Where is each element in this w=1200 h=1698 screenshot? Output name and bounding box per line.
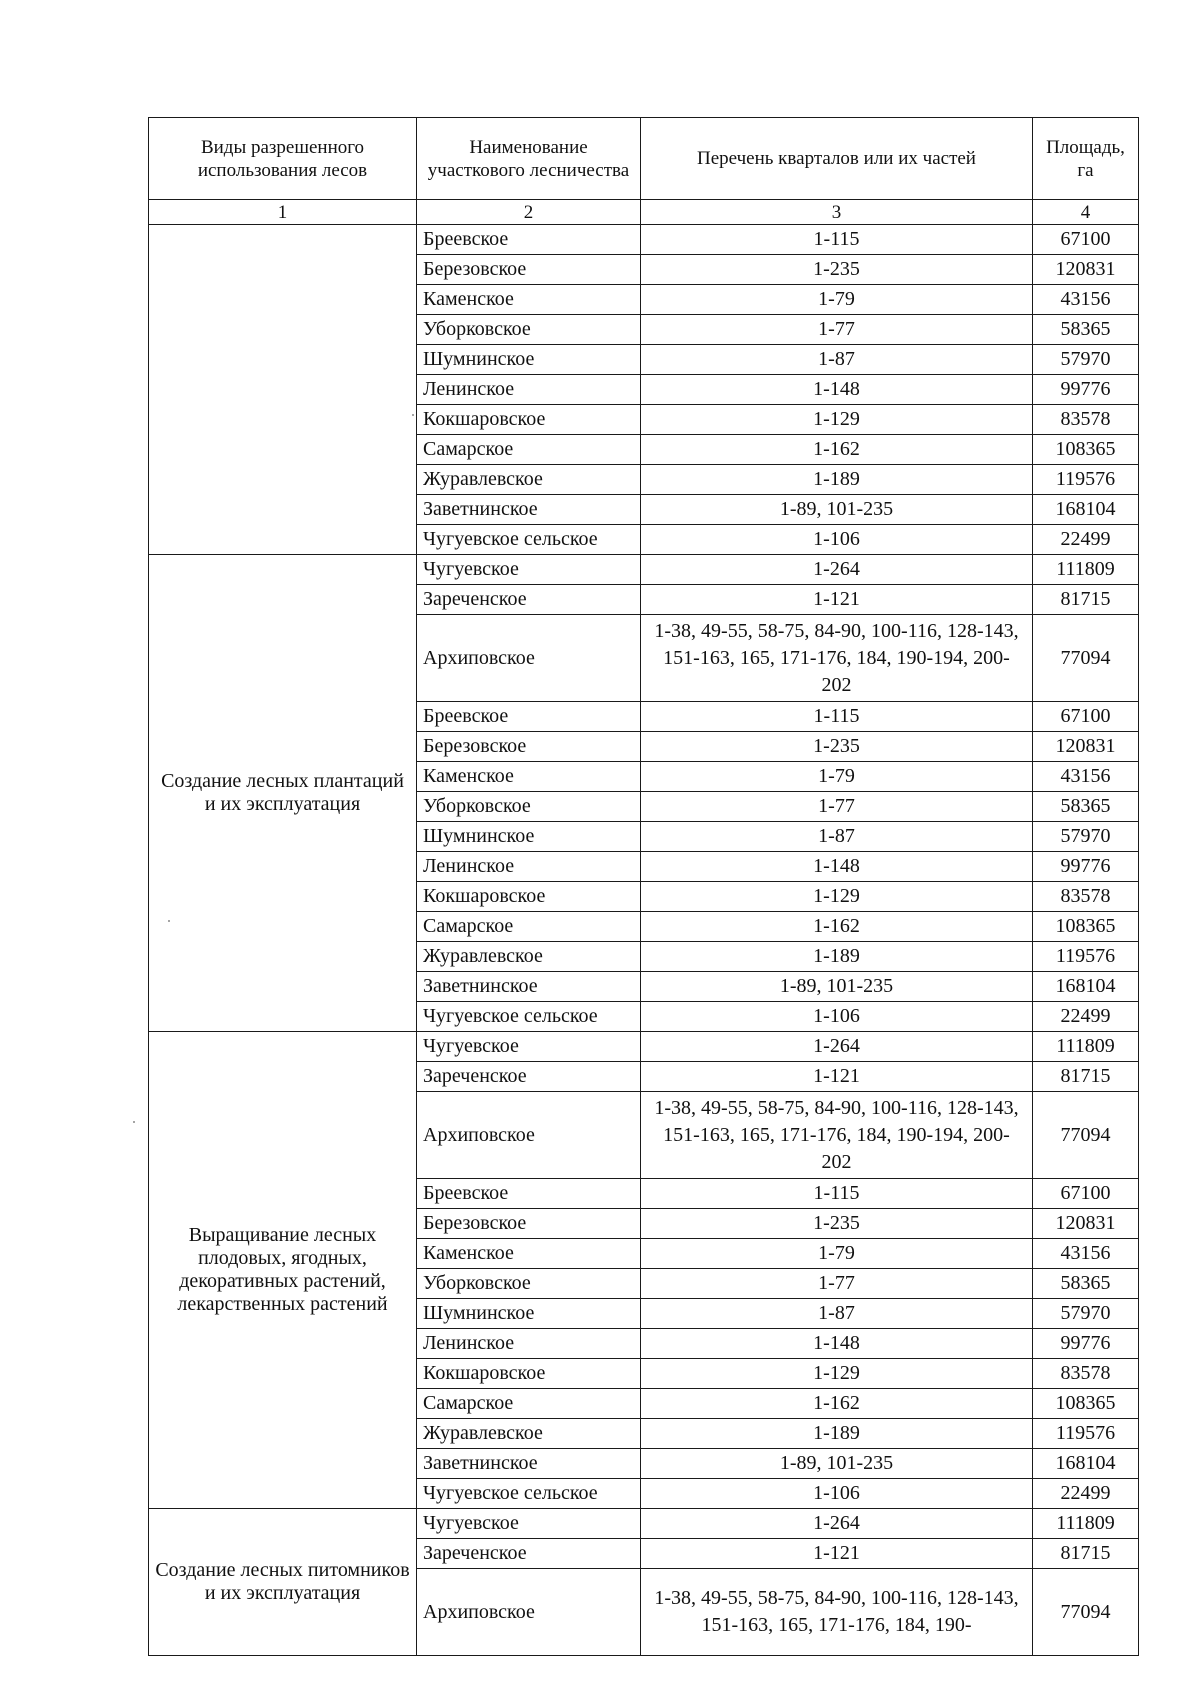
quarters-list: 1-121 <box>641 1539 1033 1569</box>
quarters-list: 1-189 <box>641 1419 1033 1449</box>
forestry-name: Зареченское <box>417 1062 641 1092</box>
forestry-name: Заветнинское <box>417 1449 641 1479</box>
area-value: 168104 <box>1033 495 1139 525</box>
area-value: 120831 <box>1033 732 1139 762</box>
forestry-name: Чугуевское сельское <box>417 525 641 555</box>
quarters-list: 1-89, 101-235 <box>641 972 1033 1002</box>
header-row <box>149 118 1139 200</box>
quarters-list: 1-189 <box>641 465 1033 495</box>
forestry-name: Каменское <box>417 1239 641 1269</box>
scan-speck <box>168 920 170 922</box>
quarters-list: 1-189 <box>641 942 1033 972</box>
forestry-name: Березовское <box>417 255 641 285</box>
area-value: 99776 <box>1033 1329 1139 1359</box>
area-value: 81715 <box>1033 1539 1139 1569</box>
forestry-name: Зареченское <box>417 1539 641 1569</box>
area-value: 108365 <box>1033 912 1139 942</box>
forestry-name: Бреевское <box>417 702 641 732</box>
forestry-name: Чугуевское <box>417 1032 641 1062</box>
quarters-list: 1-264 <box>641 1032 1033 1062</box>
forestry-name: Уборковское <box>417 1269 641 1299</box>
forestry-name: Чугуевское сельское <box>417 1479 641 1509</box>
quarters-list: 1-106 <box>641 1479 1033 1509</box>
forestry-name: Самарское <box>417 1389 641 1419</box>
area-value: 43156 <box>1033 1239 1139 1269</box>
area-value: 119576 <box>1033 1419 1139 1449</box>
forestry-name: Журавлевское <box>417 1419 641 1449</box>
header-area: Площадь, га <box>1033 118 1139 200</box>
column-number: 1 <box>149 200 417 225</box>
quarters-list: 1-115 <box>641 225 1033 255</box>
scan-speck <box>133 1121 135 1123</box>
forestry-name: Ленинское <box>417 852 641 882</box>
quarters-list: 1-77 <box>641 1269 1033 1299</box>
forestry-name: Зареченское <box>417 585 641 615</box>
quarters-list: 1-106 <box>641 525 1033 555</box>
forestry-name: Заветнинское <box>417 495 641 525</box>
area-value: 120831 <box>1033 1209 1139 1239</box>
area-value: 81715 <box>1033 585 1139 615</box>
area-value: 119576 <box>1033 465 1139 495</box>
table-row <box>149 225 1139 255</box>
quarters-list: 1-148 <box>641 375 1033 405</box>
forestry-name: Каменское <box>417 762 641 792</box>
area-value: 119576 <box>1033 942 1139 972</box>
use-kind-cell: Создание лесных питомников и их эксплуатация <box>149 1509 417 1656</box>
quarters-list: 1-115 <box>641 702 1033 732</box>
forestry-name: Архиповское <box>417 1092 641 1179</box>
scan-speck <box>412 414 414 416</box>
forestry-name: Бреевское <box>417 225 641 255</box>
area-value: 58365 <box>1033 792 1139 822</box>
area-value: 67100 <box>1033 225 1139 255</box>
use-kind-cell <box>149 225 417 555</box>
area-value: 57970 <box>1033 1299 1139 1329</box>
area-value: 168104 <box>1033 972 1139 1002</box>
quarters-list: 1-264 <box>641 1509 1033 1539</box>
table-row <box>149 555 1139 585</box>
column-number-row <box>149 200 1139 225</box>
area-value: 108365 <box>1033 1389 1139 1419</box>
quarters-list: 1-115 <box>641 1179 1033 1209</box>
area-value: 58365 <box>1033 315 1139 345</box>
area-value: 99776 <box>1033 375 1139 405</box>
quarters-list: 1-121 <box>641 585 1033 615</box>
quarters-list: 1-38, 49-55, 58-75, 84-90, 100-116, 128-143, 151-163, 165, 171-176, 184, 190-194, 200-202 <box>641 615 1033 702</box>
quarters-list: 1-77 <box>641 315 1033 345</box>
area-value: 77094 <box>1033 615 1139 702</box>
area-value: 168104 <box>1033 1449 1139 1479</box>
quarters-list: 1-38, 49-55, 58-75, 84-90, 100-116, 128-143, 151-163, 165, 171-176, 184, 190- <box>641 1569 1033 1656</box>
header-forestry: Наименование участкового лесничества <box>417 118 641 200</box>
forestry-name: Чугуевское сельское <box>417 1002 641 1032</box>
area-value: 83578 <box>1033 405 1139 435</box>
forestry-name: Кокшаровское <box>417 882 641 912</box>
area-value: 99776 <box>1033 852 1139 882</box>
area-value: 77094 <box>1033 1092 1139 1179</box>
quarters-list: 1-235 <box>641 255 1033 285</box>
quarters-list: 1-129 <box>641 882 1033 912</box>
area-value: 77094 <box>1033 1569 1139 1656</box>
area-value: 58365 <box>1033 1269 1139 1299</box>
area-value: 67100 <box>1033 1179 1139 1209</box>
area-value: 22499 <box>1033 1002 1139 1032</box>
area-value: 111809 <box>1033 1509 1139 1539</box>
forestry-name: Ленинское <box>417 375 641 405</box>
area-value: 67100 <box>1033 702 1139 732</box>
forestry-name: Заветнинское <box>417 972 641 1002</box>
quarters-list: 1-129 <box>641 1359 1033 1389</box>
forestry-name: Шумнинское <box>417 822 641 852</box>
table-body <box>149 225 1139 1656</box>
forestry-name: Журавлевское <box>417 465 641 495</box>
area-value: 83578 <box>1033 882 1139 912</box>
column-number: 2 <box>417 200 641 225</box>
area-value: 22499 <box>1033 525 1139 555</box>
quarters-list: 1-79 <box>641 285 1033 315</box>
area-value: 111809 <box>1033 1032 1139 1062</box>
quarters-list: 1-162 <box>641 912 1033 942</box>
forestry-name: Березовское <box>417 732 641 762</box>
quarters-list: 1-235 <box>641 1209 1033 1239</box>
forestry-name: Шумнинское <box>417 345 641 375</box>
forest-use-table <box>148 117 1139 1656</box>
area-value: 43156 <box>1033 762 1139 792</box>
area-value: 111809 <box>1033 555 1139 585</box>
quarters-list: 1-38, 49-55, 58-75, 84-90, 100-116, 128-143, 151-163, 165, 171-176, 184, 190-194, 200-202 <box>641 1092 1033 1179</box>
quarters-list: 1-79 <box>641 762 1033 792</box>
area-value: 22499 <box>1033 1479 1139 1509</box>
area-value: 81715 <box>1033 1062 1139 1092</box>
forestry-name: Чугуевское <box>417 555 641 585</box>
quarters-list: 1-129 <box>641 405 1033 435</box>
area-value: 120831 <box>1033 255 1139 285</box>
forestry-name: Каменское <box>417 285 641 315</box>
forestry-name: Архиповское <box>417 1569 641 1656</box>
quarters-list: 1-162 <box>641 435 1033 465</box>
forestry-name: Кокшаровское <box>417 1359 641 1389</box>
quarters-list: 1-148 <box>641 1329 1033 1359</box>
header-quarters: Перечень кварталов или их частей <box>641 118 1033 200</box>
forestry-name: Журавлевское <box>417 942 641 972</box>
forestry-name: Уборковское <box>417 315 641 345</box>
area-value: 57970 <box>1033 822 1139 852</box>
forestry-name: Шумнинское <box>417 1299 641 1329</box>
forestry-name: Бреевское <box>417 1179 641 1209</box>
use-kind-cell: Создание лесных плантаций и их эксплуатация <box>149 555 417 1032</box>
area-value: 108365 <box>1033 435 1139 465</box>
forestry-name: Чугуевское <box>417 1509 641 1539</box>
forestry-name: Ленинское <box>417 1329 641 1359</box>
table-row <box>149 1032 1139 1062</box>
area-value: 57970 <box>1033 345 1139 375</box>
quarters-list: 1-264 <box>641 555 1033 585</box>
area-value: 43156 <box>1033 285 1139 315</box>
quarters-list: 1-77 <box>641 792 1033 822</box>
quarters-list: 1-87 <box>641 1299 1033 1329</box>
header-kind: Виды разрешенного использования лесов <box>149 118 417 200</box>
column-number: 3 <box>641 200 1033 225</box>
use-kind-cell: Выращивание лесных плодовых, ягодных, декоративных растений, лекарственных растений <box>149 1032 417 1509</box>
forestry-name: Архиповское <box>417 615 641 702</box>
forestry-name: Самарское <box>417 435 641 465</box>
forestry-name: Самарское <box>417 912 641 942</box>
table-row <box>149 1509 1139 1539</box>
forestry-name: Березовское <box>417 1209 641 1239</box>
quarters-list: 1-121 <box>641 1062 1033 1092</box>
quarters-list: 1-89, 101-235 <box>641 1449 1033 1479</box>
quarters-list: 1-89, 101-235 <box>641 495 1033 525</box>
quarters-list: 1-162 <box>641 1389 1033 1419</box>
quarters-list: 1-148 <box>641 852 1033 882</box>
forestry-name: Уборковское <box>417 792 641 822</box>
column-number: 4 <box>1033 200 1139 225</box>
quarters-list: 1-87 <box>641 822 1033 852</box>
quarters-list: 1-79 <box>641 1239 1033 1269</box>
forestry-name: Кокшаровское <box>417 405 641 435</box>
quarters-list: 1-87 <box>641 345 1033 375</box>
area-value: 83578 <box>1033 1359 1139 1389</box>
quarters-list: 1-235 <box>641 732 1033 762</box>
quarters-list: 1-106 <box>641 1002 1033 1032</box>
